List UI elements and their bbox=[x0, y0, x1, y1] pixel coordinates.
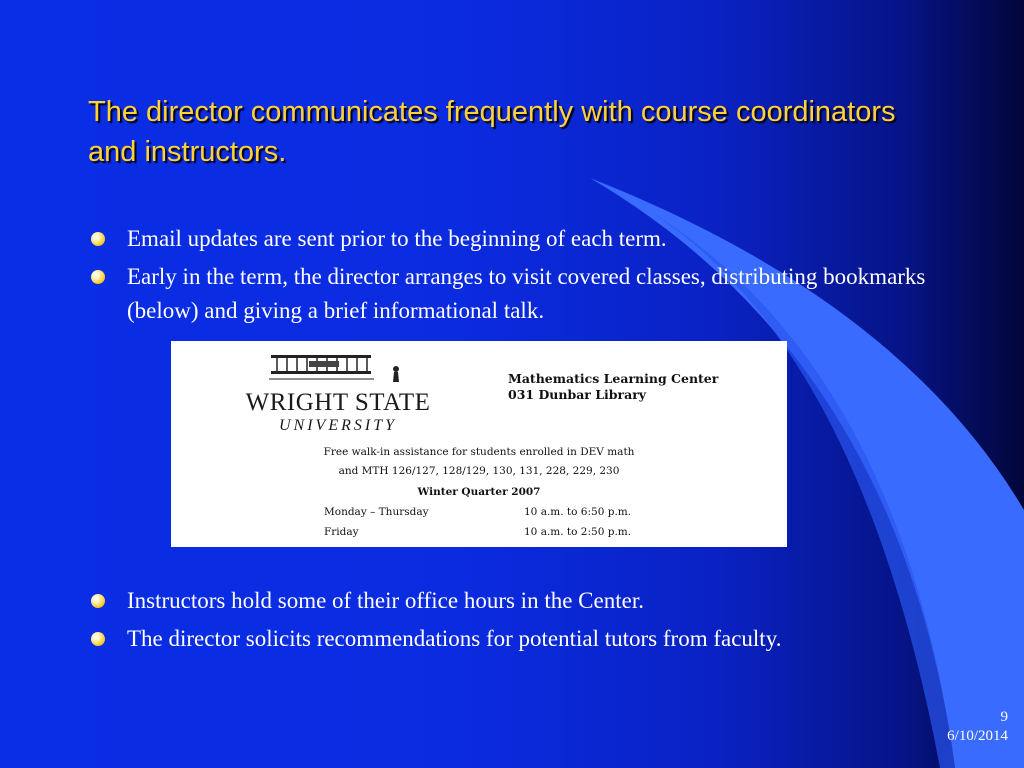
bullet-dot-icon bbox=[91, 594, 105, 608]
bookmark-hours-row bbox=[324, 506, 632, 518]
slide-date: 6/10/2014 bbox=[947, 728, 1008, 744]
bullet-item bbox=[88, 222, 928, 256]
page-number: 9 bbox=[1000, 709, 1008, 725]
bullet-item bbox=[88, 260, 928, 328]
bookmark-logo-subtitle: UNIVERSITY bbox=[279, 417, 397, 434]
bookmark-image bbox=[171, 341, 787, 547]
bullet-list-top bbox=[88, 222, 928, 332]
bookmark-hours-time: 10 a.m. to 6:50 p.m. bbox=[524, 506, 632, 518]
bullet-text: Early in the term, the director arranges to visit covered classes, distributing bookmarks (below) and giving a brief informational talk. bbox=[127, 264, 926, 323]
wright-flyer-logo-icon bbox=[269, 349, 449, 385]
bookmark-center-name: Mathematics Learning Center bbox=[508, 371, 719, 386]
bullet-item bbox=[88, 622, 928, 656]
bookmark-hours-row bbox=[324, 526, 632, 538]
bullet-dot-icon bbox=[91, 632, 105, 646]
bookmark-description-line: Free walk-in assistance for students enrolled in DEV math bbox=[323, 446, 635, 458]
bullet-text: Instructors hold some of their office hours in the Center. bbox=[127, 588, 644, 613]
bookmark-hours-days: Friday bbox=[324, 526, 359, 538]
bookmark-center-info bbox=[508, 371, 718, 403]
slide-footer bbox=[947, 708, 1008, 746]
bookmark-hours-time: 10 a.m. to 2:50 p.m. bbox=[524, 526, 632, 538]
bullet-item bbox=[88, 584, 928, 618]
bullet-text: The director solicits recommendations for potential tutors from faculty. bbox=[127, 626, 782, 651]
bullet-dot-icon bbox=[91, 232, 105, 246]
bullet-list-bottom bbox=[88, 584, 928, 660]
bookmark-center-location: 031 Dunbar Library bbox=[508, 387, 647, 402]
bookmark-logo-wordmark: WRIGHT STATE bbox=[245, 389, 431, 416]
bullet-text: Email updates are sent prior to the beginning of each term. bbox=[127, 226, 667, 251]
slide-title: The director communicates frequently with course coordinators and instructors. bbox=[88, 96, 896, 168]
bookmark-description-line: and MTH 126/127, 128/129, 130, 131, 228, 229, 230 bbox=[338, 465, 620, 477]
bookmark-term: Winter Quarter 2007 bbox=[417, 486, 541, 498]
bookmark-hours-days: Monday – Thursday bbox=[324, 506, 429, 518]
bullet-dot-icon bbox=[91, 270, 105, 284]
